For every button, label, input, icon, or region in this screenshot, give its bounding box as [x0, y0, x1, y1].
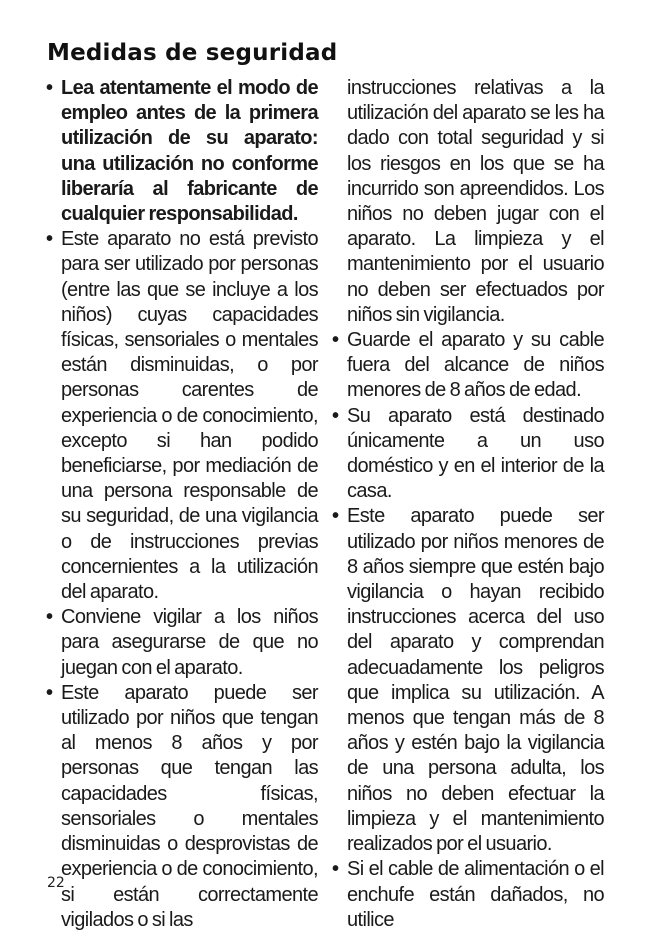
- list-item: [46, 681, 318, 933]
- bullet: •: [332, 505, 339, 528]
- bullet: •: [46, 681, 53, 704]
- list-item-text: Si el cable de alimentación o el enchufe están dañados, no utilice: [347, 858, 604, 931]
- list-item-text: Este aparato puede ser utilizado por niños que tengan al menos 8 años y por personas que tengan las capacidades físicas, sensoriales o mentales disminuidas o desprovistas de experiencia o de conocimiento, si están correctamente vigilados o si las: [61, 681, 318, 931]
- bullet: •: [46, 228, 53, 251]
- list-item-text: Conviene vigilar a los niños para asegurarse de que no juegan con el aparato.: [61, 606, 318, 679]
- bullet: •: [332, 329, 339, 352]
- list-item-text: Guarde el aparato y su cable fuera del alcance de niños menores de 8 años de edad.: [347, 329, 604, 402]
- list-item: [332, 504, 604, 857]
- bullet: •: [332, 858, 339, 881]
- page-number: 22: [47, 875, 65, 891]
- page-title: Medidas de seguridad: [47, 40, 338, 66]
- list-item: [46, 76, 318, 227]
- list-item: [46, 605, 318, 681]
- list-item-text: Su aparato está destinado únicamente a un uso doméstico y en el interior de la casa.: [347, 404, 604, 503]
- list-item: [46, 227, 318, 605]
- bullet: •: [46, 77, 53, 99]
- list-item: [332, 404, 604, 505]
- bullet: •: [332, 404, 339, 427]
- list-item: [332, 328, 604, 404]
- bullet: •: [46, 606, 53, 629]
- list-item-text: Lea atentamente el modo de empleo antes de la primera utilización de su aparato: una utilización no conforme liberaría al fabricante de cualquier responsabilidad.: [61, 77, 318, 226]
- left-column: [46, 76, 318, 933]
- list-item-text: Este aparato puede ser utilizado por niños menores de 8 años siempre que estén bajo vigilancia o hayan recibido instrucciones acerca del uso del aparato y comprendan adecuadamente los peligros que implica su utilización. A menos que tengan más de 8 años y estén bajo la vigilancia de una persona adulta, los niños no deben efectuar la limpieza y el mantenimiento realizados por el usuario.: [347, 505, 604, 856]
- right-column: [332, 76, 604, 933]
- continued-text: instrucciones relativas a la utilización del aparato se les ha dado con total seguridad y si los riesgos en los que se ha incurrido son apreendidos. Los niños no deben jugar con el aparato. La limpieza y el mantenimiento por el usuario no deben ser efectuados por niños sin vigilancia.: [347, 77, 604, 326]
- list-item-text: Este aparato no está previsto para ser utilizado por personas (entre las que se incluye a los niños) cuyas capacidades físicas, sensoriales o mentales están disminuidas, o por personas carentes de experiencia o de conocimiento, excepto si han podido beneficiarse, por mediación de una persona responsable de su seguridad, de una vigilancia o de instrucciones previas concernientes a la utilización del aparato.: [61, 228, 318, 604]
